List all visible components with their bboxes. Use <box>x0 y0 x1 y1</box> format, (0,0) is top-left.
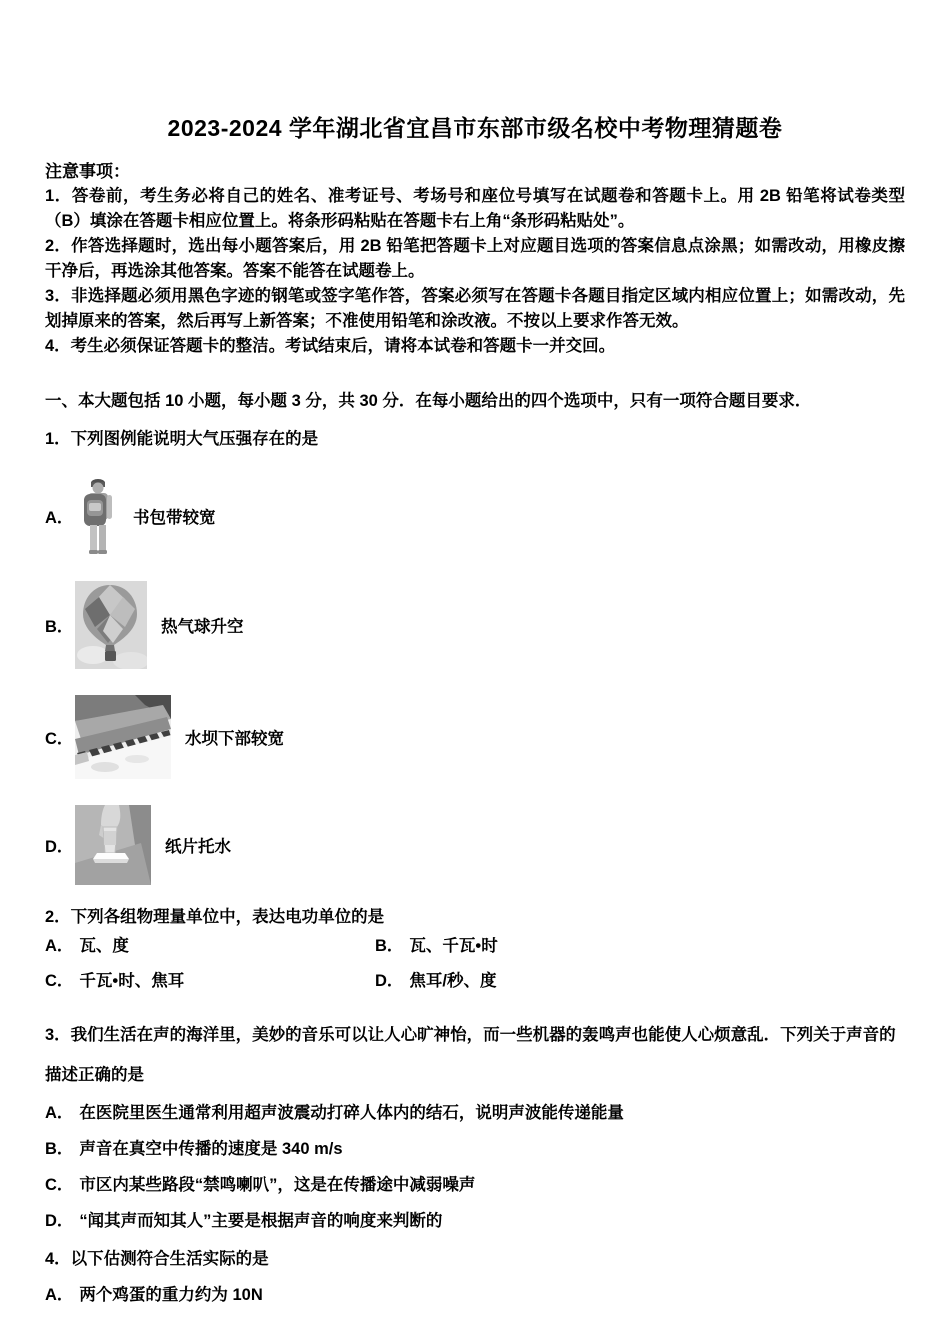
q2-option-d-text: 焦耳/秒、度 <box>409 972 497 990</box>
dam-spillway-image <box>75 695 171 779</box>
q1-option-b-label: B． <box>45 618 74 636</box>
q3-option-a-text: 在医院里医生通常利用超声波震动打碎人体内的结石，说明声波能传递能量 <box>79 1104 624 1122</box>
notice-heading: 注意事项： <box>45 162 130 181</box>
q4-option-a-label: A． <box>45 1286 74 1304</box>
q3-option-a-label: A． <box>45 1104 74 1122</box>
q1-option-a-label: A． <box>45 509 74 527</box>
q1-option-a <box>45 477 905 555</box>
notice-item-2: 2．作答选择题时，选出每小题答案后，用 2B 铅笔把答题卡上对应题目选项的答案信息点涂黑；如需改动，用橡皮擦干净后，再选涂其他答案。答案不能答在试题卷上。 <box>45 237 905 280</box>
q2-option-b <box>375 929 498 964</box>
q2-option-c-text: 千瓦•时、焦耳 <box>79 972 185 990</box>
q2-option-a-label: A． <box>45 937 74 955</box>
inverted-cup-paper-water-image <box>75 805 151 885</box>
q2-option-b-label: B． <box>375 937 404 955</box>
notice-item-3: 3．非选择题必须用黑色字迹的钢笔或签字笔作答，答案必须写在答题卡各题目指定区域内相应位置上；如需改动，先划掉原来的答案，然后再写上新答案；不准使用铅笔和涂改液。不按以上要求作答无效。 <box>45 287 905 330</box>
q2-option-d <box>375 964 497 999</box>
q3-option-b-text: 声音在真空中传播的速度是 340 m/s <box>79 1140 343 1158</box>
q2-options-row-1 <box>45 929 905 964</box>
q1-option-b <box>45 581 905 669</box>
student-with-backpack-image <box>75 477 119 555</box>
section-1-heading: 一、本大题包括 10 小题，每小题 3 分，共 30 分．在每小题给出的四个选项中，只有一项符合题目要求． <box>45 392 812 410</box>
q1-option-c-caption: 水坝下部较宽 <box>185 730 284 748</box>
q2-options-row-2 <box>45 964 905 999</box>
q2-option-a-text: 瓦、度 <box>79 937 129 955</box>
q3-option-b <box>45 1131 905 1167</box>
q3-option-d <box>45 1203 905 1239</box>
q1-option-b-caption: 热气球升空 <box>161 618 244 636</box>
question-3-stem: 3．我们生活在声的海洋里，美妙的音乐可以让人心旷神怡，而一些机器的轰鸣声也能使人心烦意乱．下列关于声音的描述正确的是 <box>45 1026 896 1084</box>
q4-option-a <box>45 1277 905 1313</box>
q3-option-d-text: “闻其声而知其人”主要是根据声音的响度来判断的 <box>79 1212 443 1230</box>
hot-air-balloon-image <box>75 581 147 669</box>
q1-option-a-caption: 书包带较宽 <box>133 509 216 527</box>
q2-option-b-text: 瓦、千瓦•时 <box>409 937 498 955</box>
q3-option-b-label: B． <box>45 1140 74 1158</box>
notice-item-1: 1．答卷前，考生务必将自己的姓名、准考证号、考场号和座位号填写在试题卷和答题卡上。用 2B 铅笔将试卷类型（B）填涂在答题卡相应位置上。将条形码粘贴在答题卡右上角“条形码粘贴处”。 <box>45 187 905 230</box>
q3-option-d-label: D． <box>45 1212 74 1230</box>
question-4-stem: 4．以下估测符合生活实际的是 <box>45 1250 269 1268</box>
q4-option-a-text: 两个鸡蛋的重力约为 10N <box>79 1286 263 1304</box>
q1-option-c-label: C． <box>45 730 74 748</box>
q3-option-a <box>45 1095 905 1131</box>
q1-option-d <box>45 805 905 885</box>
doc-title: 2023-2024 学年湖北省宜昌市东部市级名校中考物理猜题卷 <box>167 115 783 141</box>
q3-option-c <box>45 1167 905 1203</box>
question-1-stem: 1．下列图例能说明大气压强存在的是 <box>45 430 319 448</box>
question-2-stem: 2．下列各组物理量单位中，表达电功单位的是 <box>45 908 385 926</box>
q1-option-d-label: D． <box>45 838 74 856</box>
q1-option-c <box>45 695 905 779</box>
q2-option-a <box>45 929 375 964</box>
q3-option-c-label: C． <box>45 1176 74 1194</box>
q2-option-d-label: D． <box>375 972 404 990</box>
q1-option-d-caption: 纸片托水 <box>165 838 231 856</box>
q2-option-c <box>45 964 375 999</box>
notice-item-4: 4．考生必须保证答题卡的整洁。考试结束后，请将本试卷和答题卡一并交回。 <box>45 337 616 355</box>
q3-option-c-text: 市区内某些路段“禁鸣喇叭”，这是在传播途中减弱噪声 <box>79 1176 476 1194</box>
q2-option-c-label: C． <box>45 972 74 990</box>
